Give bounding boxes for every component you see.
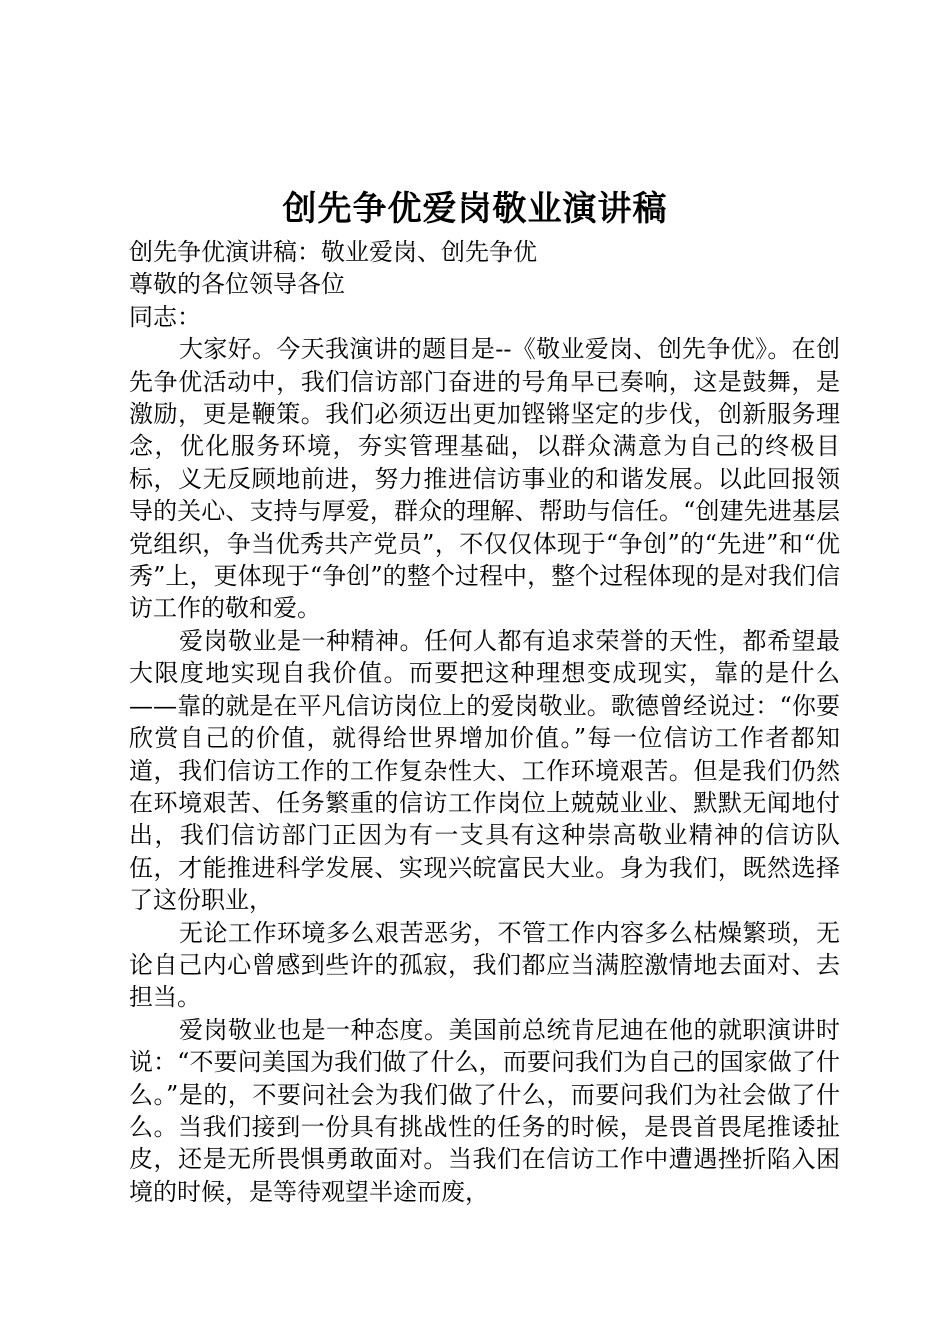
paragraph: 爱岗敬业是一种精神。任何人都有追求荣誉的天性，都希望最大限度地实现自我价值。而要把这种理想变成现实，靠的是什么——靠的就是在平凡信访岗位上的爱岗敬业。歌德曾经说过：“你要欣赏自己的价值，就得给世界增加价值。”每一位信访工作者都知道，我们信访工作的工作复杂性大、工作环境艰苦。但是我们仍然在环境艰苦、任务繁重的信访工作岗位上兢兢业业、默默无闻地付出，我们信访部门正因为有一支具有这种崇高敬业精神的信访队伍，才能推进科学发展、实现兴皖富民大业。身为我们，既然选择了这份职业， [129,626,840,915]
salutation-line-2: 同志： [129,302,201,331]
paragraph: 大家好。今天我演讲的题目是--《敬业爱岗、创先争优》。在创先争优活动中，我们信访部门奋进的号角早已奏响，这是鼓舞，是激励，更是鞭策。我们必须迈出更加铿锵坚定的步伐，创新服务理念，优化服务环境，夯实管理基础，以群众满意为自己的终极目标，义无反顾地前进，努力推进信访事业的和谐发展。以此回报领导的关心、支持与厚爱，群众的理解、帮助与信任。“创建先进基层党组织，争当优秀共产党员”，不仅仅体现于“争创”的“先进”和“优秀”上，更体现于“争创”的整个过程中，整个过程体现的是对我们信访工作的敬和爱。 [129,335,840,623]
document-body [129,236,840,1208]
salutation-line-1: 尊敬的各位领导各位 [129,270,345,299]
document-title: 创先争优爱岗敬业演讲稿 [282,189,668,229]
paragraph: 爱岗敬业也是一种态度。美国前总统肯尼迪在他的就职演讲时说：“不要问美国为我们做了什么，而要问我们为自己的国家做了什么。”是的，不要问社会为我们做了什么，而要问我们为社会做了什么。当我们接到一份具有挑战性的任务的时候，是畏首畏尾推诿扯皮，还是无所畏惧勇敢面对。当我们在信访工作中遭遇挫折陷入困境的时候，是等待观望半途而废， [129,1015,840,1206]
paragraph: 无论工作环境多么艰苦恶劣，不管工作内容多么枯燥繁琐，无论自己内心曾感到些许的孤寂，我们都应当满腔激情地去面对、去担当。 [129,918,840,1012]
document-subtitle: 创先争优演讲稿：敬业爱岗、创先争优 [129,238,537,266]
